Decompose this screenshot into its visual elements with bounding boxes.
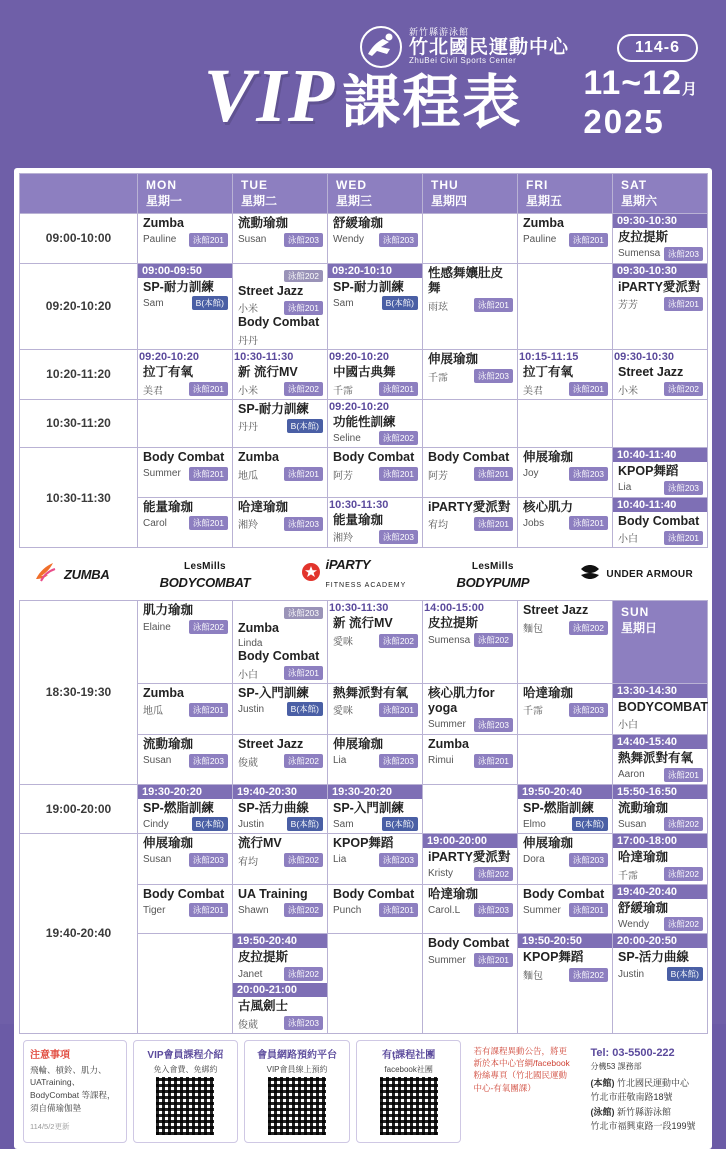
class-cell: 10:40-11:40 KPOP舞蹈 Lia 泳館203 <box>613 448 708 498</box>
class-cell: 09:30-10:30 皮拉提斯 Sumensa 泳館203 <box>613 214 708 264</box>
facebook-sub: facebook社團 <box>384 1064 433 1074</box>
class-cell: 09:20-10:20 功能性訓練 Seline 泳館202 <box>328 399 423 448</box>
class-cell: 舒緩瑜珈 Wendy 泳館203 <box>328 214 423 264</box>
class-cell: Zumba Rimui 泳館201 <box>423 734 518 784</box>
contact-box <box>584 1040 703 1143</box>
table-row <box>20 448 708 498</box>
month-unit: 月 <box>681 81 698 98</box>
time-slot: 09:00-10:00 <box>20 214 138 264</box>
class-cell: UA Training Shawn 泳館202 <box>233 884 328 934</box>
time-slot: 10:30-11:30 <box>20 448 138 548</box>
class-cell: 19:30-20:20 SP-燃脂訓練 Cindy B(本館) <box>138 784 233 834</box>
brand-ua-label: UNDER ARMOUR <box>606 568 693 580</box>
brand-lesmills-label: LesMills <box>184 561 226 573</box>
facebook-title: 有ţ課程社團 <box>381 1049 436 1061</box>
class-cell: 哈達瑜珈 Carol.L 泳館203 <box>423 884 518 934</box>
class-cell: Body Combat Summer 泳館201 <box>423 934 518 1033</box>
class-cell: Street Jazz 俊葳 泳館202 <box>233 734 328 784</box>
class-cell-empty <box>138 934 233 1033</box>
time-slot: 18:30-19:30 <box>20 601 138 784</box>
class-cell: Street Jazz 麵包 泳館202 <box>518 601 613 683</box>
class-cell: 10:30-11:30 新 流行MV 愛咪 泳館202 <box>328 601 423 683</box>
under-armour-icon <box>579 564 601 585</box>
time-slot: 10:20-11:20 <box>20 349 138 399</box>
poster-header <box>0 0 726 160</box>
class-cell: 19:00-20:00 iPARTY愛派對 Kristy 泳館202 <box>423 834 518 885</box>
class-cell: 14:40-15:40 熱舞派對有氧 Aaron 泳館201 <box>613 734 708 784</box>
class-cell: 17:00-18:00 哈達瑜珈 千霈 泳館202 <box>613 834 708 885</box>
class-cell-empty <box>138 399 233 448</box>
table-row <box>20 214 708 264</box>
class-cell: 14:00-15:00 皮拉提斯 Sumensa 泳館202 <box>423 601 518 683</box>
class-cell: iPARTY愛派對 宥均 泳館201 <box>423 497 518 548</box>
evening-schedule-table <box>19 600 708 1033</box>
class-cell: 19:40-20:40 舒緩瑜珈 Wendy 泳館202 <box>613 884 708 934</box>
class-cell: 伸展瑜珈 Joy 泳館203 <box>518 448 613 498</box>
class-cell: 性感舞孃肚皮舞 雨玹 泳館201 <box>423 263 518 349</box>
notes-body: 飛輪、槓鈴、肌力、UATraining、BodyCombat 等課程，須自備瑜伽墊 <box>30 1064 116 1113</box>
title-zh: 課程表 <box>342 70 523 136</box>
notes-title: 注意事項 <box>30 1049 70 1061</box>
class-cell: 流動瑜珈 Susan 泳館203 <box>233 214 328 264</box>
brand-iparty-sub: FITNESS ACADEMY <box>325 582 407 590</box>
class-cell: 09:30-10:30 Street Jazz 小米 泳館202 <box>613 349 708 399</box>
telephone-ext: 分機53 課務部 <box>590 1062 642 1072</box>
col-sun: SUN 星期日 <box>613 601 708 683</box>
address1-name: 竹北國民運動中心 <box>617 1078 690 1089</box>
org-small: 新竹縣游泳館 <box>409 27 470 38</box>
brand-zumba <box>33 561 109 588</box>
class-cell: 核心肌力 Jobs 泳館201 <box>518 497 613 548</box>
vip-intro-title: VIP會員課程介紹 <box>147 1049 224 1061</box>
col-sat: SAT 星期六 <box>613 174 708 214</box>
brand-zumba-label: ZUMBA <box>64 566 110 582</box>
class-cell: Zumba 地瓜 泳館201 <box>138 683 233 734</box>
class-cell: Body Combat 阿芳 泳館201 <box>423 448 518 498</box>
booking-title: 會員網路預約平台 <box>257 1049 338 1061</box>
class-cell: 流動瑜珈 Susan 泳館203 <box>138 734 233 784</box>
address2-text: 竹北市福興東路一段199號 <box>590 1120 696 1131</box>
class-cell: 09:20-10:10 SP-耐力訓練 Sam B(本館) <box>328 263 423 349</box>
footer <box>19 1034 707 1149</box>
address1-text: 竹北市莊敬南路18號 <box>590 1091 673 1102</box>
iparty-icon <box>301 562 321 587</box>
class-cell: 伸展瑜珈 Susan 泳館203 <box>138 834 233 885</box>
brand-bodycombat-label: BODYCOMBAT <box>159 575 251 591</box>
year: 2025 <box>583 103 665 140</box>
class-cell: 09:00-09:50 SP-耐力訓練 Sam B(本館) <box>138 263 233 349</box>
class-cell-empty <box>328 934 423 1033</box>
class-cell: 泳館203 Zumba Linda Body Combat 小白 泳館201 <box>233 601 328 683</box>
booking-box[interactable] <box>244 1040 350 1143</box>
table-row <box>20 399 708 448</box>
class-cell: 15:50-16:50 流動瑜珈 Susan 泳館202 <box>613 784 708 834</box>
org-main: 竹北國民運動中心 <box>409 36 570 58</box>
class-cell: Zumba Pauline 泳館201 <box>518 214 613 264</box>
vip-intro-box[interactable] <box>133 1040 239 1143</box>
brand-bodypump-label: BODYPUMP <box>456 575 530 591</box>
class-cell: 10:40-11:40 Body Combat 小白 泳館201 <box>613 497 708 548</box>
class-cell-empty <box>423 784 518 834</box>
org-en: ZhuBei Civil Sports Center <box>409 56 517 66</box>
class-cell: 泳館202 Street Jazz 小米 泳館201 Body Combat 丹丹 <box>233 263 328 349</box>
notes-box <box>23 1040 127 1143</box>
class-cell: 19:50-20:50 KPOP舞蹈 麵包 泳館202 <box>518 934 613 1033</box>
class-cell-empty <box>423 399 518 448</box>
class-cell-empty <box>518 734 613 784</box>
telephone[interactable]: Tel: 03-5500-222 <box>590 1046 675 1059</box>
table-header-row <box>20 174 708 214</box>
brand-iparty <box>301 556 407 592</box>
time-slot: 19:00-20:00 <box>20 784 138 834</box>
brand-iparty-label: iPARTY <box>325 557 371 573</box>
booking-sub: VIP會員線上預約 <box>266 1064 328 1074</box>
table-row <box>20 601 708 683</box>
class-cell: 流行MV 宥均 泳館202 <box>233 834 328 885</box>
vip-intro-qr-code[interactable] <box>156 1077 214 1135</box>
class-cell: 09:30-10:30 iPARTY愛派對 芳芳 泳館201 <box>613 263 708 349</box>
edition-badge: 114-6 <box>617 34 698 62</box>
class-cell: Body Combat 阿芳 泳館201 <box>328 448 423 498</box>
class-cell: Zumba 地瓜 泳館201 <box>233 448 328 498</box>
vip-intro-sub: 免入會費、免綁約 <box>153 1064 218 1074</box>
class-cell: 20:00-20:50 SP-活力曲線 Justin B(本館) <box>613 934 708 1033</box>
date-block <box>583 64 698 141</box>
class-cell: 10:30-11:30 新 流行MV 小米 泳館202 <box>233 349 328 399</box>
time-slot: 09:20-10:20 <box>20 263 138 349</box>
col-mon: MON 星期一 <box>138 174 233 214</box>
brand-lesmills2-label: LesMills <box>471 561 514 573</box>
update-note: 若有課程異動公告，將更新於本中心官網/facebook粉絲專頁（竹北國民運動中心-有氧團課） <box>473 1045 570 1093</box>
class-cell: 哈達瑜珈 千霈 泳館203 <box>518 683 613 734</box>
class-cell: SP-入門訓練 Justin B(本館) <box>233 683 328 734</box>
class-cell: KPOP舞蹈 Lia 泳館203 <box>328 834 423 885</box>
table-row <box>20 349 708 399</box>
class-cell: 肌力瑜珈 Elaine 泳館202 <box>138 601 233 683</box>
brand-ua <box>579 564 693 585</box>
facebook-qr-code[interactable] <box>380 1077 438 1135</box>
class-cell: 能量瑜珈 Carol 泳館201 <box>138 497 233 548</box>
class-cell: SP-耐力訓練 丹丹 B(本館) <box>233 399 328 448</box>
time-slot: 10:30-11:20 <box>20 399 138 448</box>
class-cell: Body Combat Summer 泳館201 <box>518 884 613 934</box>
class-cell-empty <box>518 263 613 349</box>
address1-label: (本館) <box>590 1078 615 1089</box>
class-cell-empty <box>423 214 518 264</box>
class-cell: Body Combat Summer 泳館201 <box>138 448 233 498</box>
notes-date: 114/5/2更新 <box>30 1121 70 1131</box>
morning-schedule-table <box>19 173 708 548</box>
address2-label: (泳館) <box>590 1107 615 1118</box>
schedule-sheet <box>14 168 712 1149</box>
class-cell: 10:30-11:30 能量瑜珈 湘羚 泳館203 <box>328 497 423 548</box>
class-cell: 19:50-20:40 SP-燃脂訓練 Elmo B(本館) <box>518 784 613 834</box>
corner-cell <box>20 174 138 214</box>
class-cell: 伸展瑜珈 Dora 泳館203 <box>518 834 613 885</box>
class-cell: Body Combat Tiger 泳館201 <box>138 884 233 934</box>
class-cell: 10:15-11:15 拉丁有氧 美君 泳館201 <box>518 349 613 399</box>
month-range: 11~12 <box>583 64 682 102</box>
facebook-box[interactable] <box>356 1040 462 1143</box>
class-cell: 熱舞派對有氧 愛咪 泳館201 <box>328 683 423 734</box>
address2-name: 新竹縣游泳館 <box>617 1107 672 1118</box>
col-thu: THU 星期四 <box>423 174 518 214</box>
col-wed: WED 星期三 <box>328 174 423 214</box>
brand-bodypump <box>456 556 529 592</box>
class-cell-empty <box>518 399 613 448</box>
class-cell: 09:20-10:20 中國古典舞 千霈 泳館201 <box>328 349 423 399</box>
class-cell: 核心肌力for yoga Summer 泳館203 <box>423 683 518 734</box>
class-cell-empty <box>613 399 708 448</box>
class-cell: 哈達瑜珈 湘羚 泳館203 <box>233 497 328 548</box>
class-cell: 09:20-10:20 拉丁有氧 美君 泳館201 <box>138 349 233 399</box>
class-cell: Zumba Pauline 泳館201 <box>138 214 233 264</box>
table-row <box>20 834 708 885</box>
booking-qr-code[interactable] <box>268 1077 326 1135</box>
table-row <box>20 263 708 349</box>
col-fri: FRI 星期五 <box>518 174 613 214</box>
update-note-box <box>467 1040 578 1143</box>
table-row <box>20 784 708 834</box>
zumba-icon <box>33 561 59 588</box>
class-cell: 伸展瑜珈 千霈 泳館203 <box>423 349 518 399</box>
title-vip: VIP <box>203 54 337 138</box>
class-cell: 13:30-14:30 BODYCOMBAT 小白 <box>613 683 708 734</box>
brand-bodycombat <box>160 556 251 592</box>
class-cell: 伸展瑜珈 Lia 泳館203 <box>328 734 423 784</box>
class-cell: 19:50-20:40 皮拉提斯 Janet 泳館202 20:00-21:00 古風劍士 俊葳 泳館203 <box>233 934 328 1033</box>
time-slot: 19:40-20:40 <box>20 834 138 1034</box>
brand-strip <box>19 548 707 600</box>
class-cell: Body Combat Punch 泳館201 <box>328 884 423 934</box>
class-cell: 19:40-20:30 SP-活力曲線 Justin B(本館) <box>233 784 328 834</box>
col-tue: TUE 星期二 <box>233 174 328 214</box>
class-cell: 19:30-20:20 SP-入門訓練 Sam B(本館) <box>328 784 423 834</box>
